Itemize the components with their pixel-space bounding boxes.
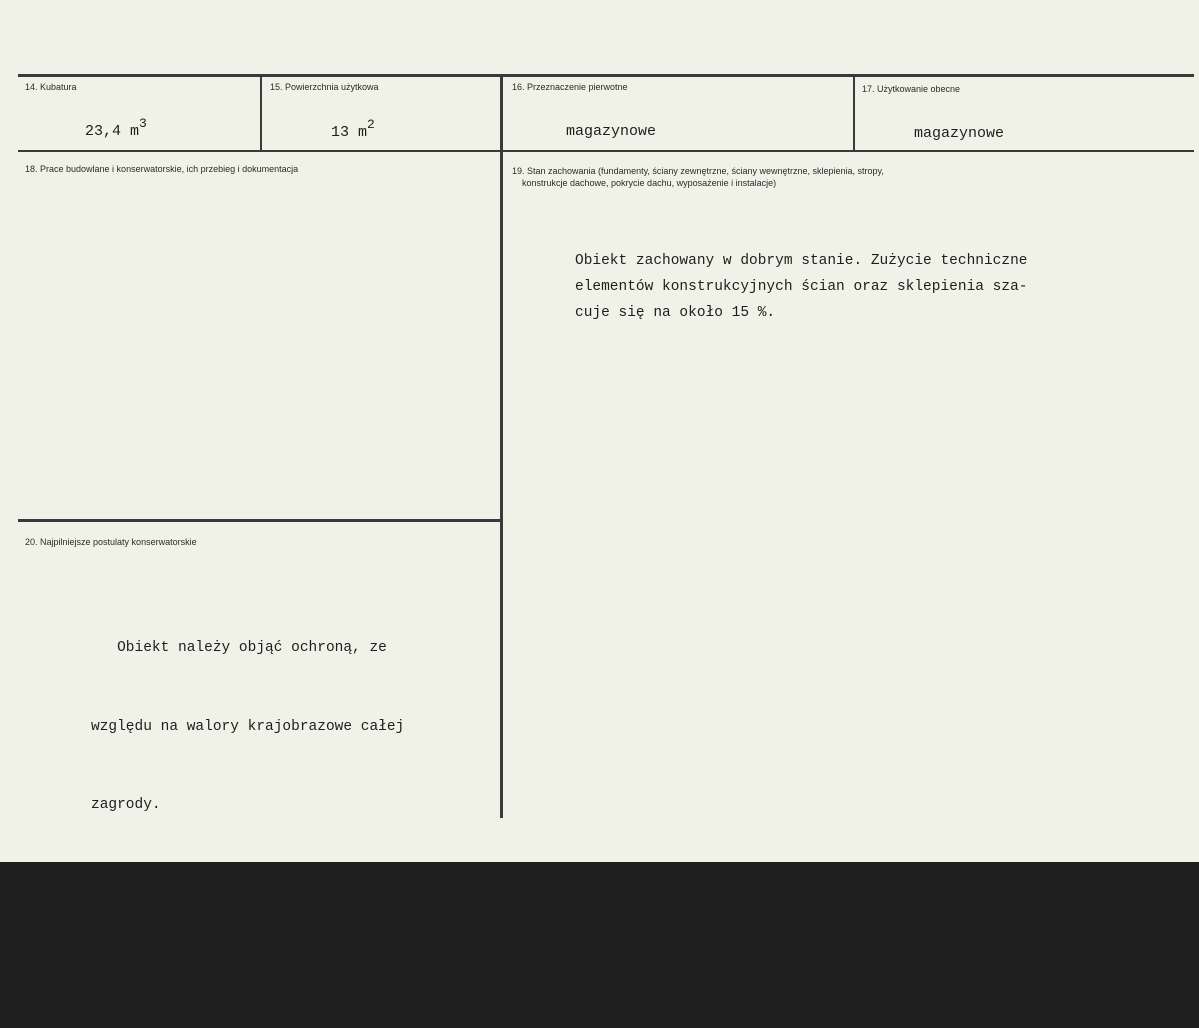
field-19-label-line: konstrukcje dachowe, pokrycie dachu, wyposażenie i instalacje) xyxy=(522,178,777,188)
top-border-rule xyxy=(18,74,1194,77)
field-15-unit-superscript: 2 xyxy=(367,117,375,132)
section-divider-rule xyxy=(18,519,500,522)
column-divider-14-15 xyxy=(260,76,262,150)
field-15-value xyxy=(331,119,375,141)
field-20-text-line: in situ. xyxy=(91,954,161,970)
field-16-label: 16. Przeznaczenie pierwotne xyxy=(512,82,628,92)
column-divider-16-17 xyxy=(853,76,855,150)
field-14-value xyxy=(85,118,147,140)
field-19-text-line: cuje się na około 15 %. xyxy=(575,305,776,321)
field-18-label: 18. Prace budowlane i konserwatorskie, ich przebieg i dokumentacja xyxy=(25,164,299,174)
field-14-label: 14. Kubatura xyxy=(25,82,77,92)
field-19-text-line: Obiekt zachowany w dobrym stanie. Zużycie techniczne xyxy=(575,253,1028,269)
field-20-text xyxy=(91,583,404,1028)
field-20-label: 20. Najpilniejsze postulaty konserwatorskie xyxy=(25,537,197,547)
field-20-text-line: Obiekt należy objąć ochroną, ze xyxy=(91,640,387,656)
field-19-label-line: 19. Stan zachowania (fundamenty, ściany zewnętrzne, ściany wewnętrzne, sklepienia, stropy, xyxy=(512,166,884,176)
field-20-text-line: Postuluje się zachowanie obiektu xyxy=(91,875,396,892)
field-20-text-line: względu na walory krajobrazowe całej xyxy=(91,718,405,735)
row-divider-rule xyxy=(18,150,1194,152)
field-15-value-text: 13 m xyxy=(331,124,368,141)
field-14-unit-superscript: 3 xyxy=(139,116,147,131)
field-16-value: magazynowe xyxy=(566,123,657,140)
field-19-text-line: elementów konstrukcyjnych ścian oraz sklepienia sza- xyxy=(575,279,1028,295)
field-20-text-line: zagrody. xyxy=(91,797,161,813)
column-divider-main xyxy=(500,76,503,818)
field-17-value: magazynowe xyxy=(914,125,1005,142)
field-17-label: 17. Użytkowanie obecne xyxy=(862,84,961,94)
field-19-text xyxy=(575,248,1027,326)
field-15-label: 15. Powierzchnia użytkowa xyxy=(270,82,379,92)
field-14-value-text: 23,4 m xyxy=(85,123,140,140)
